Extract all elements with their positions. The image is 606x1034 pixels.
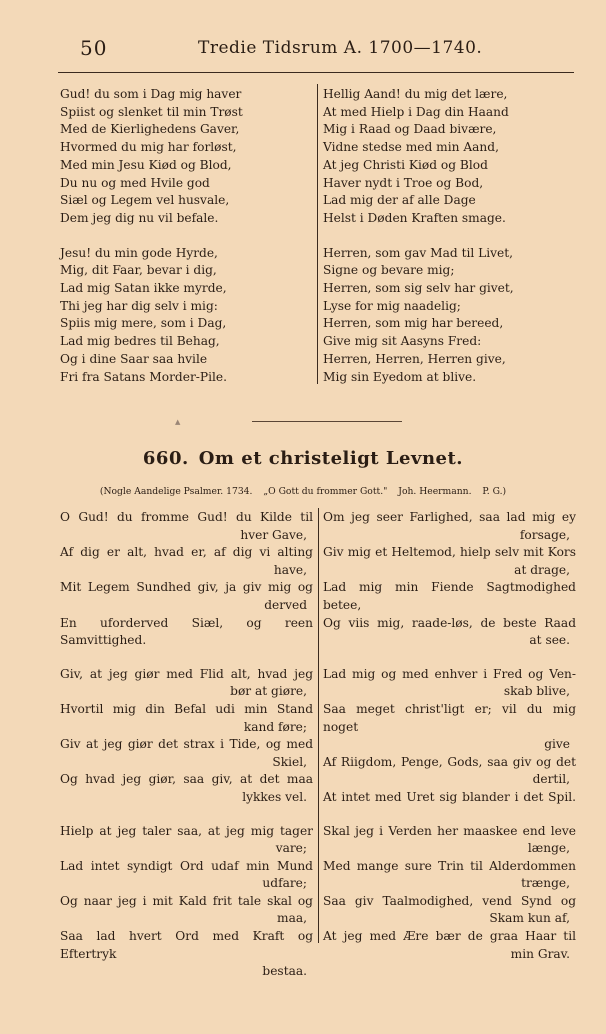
verse-line: Og viis mig, raade-løs, de beste Raad (323, 615, 576, 630)
verse-line: Du nu og med Hvile god (60, 175, 210, 190)
verse-line: Af dig er alt, hvad er, af dig vi alting (60, 545, 313, 560)
verse (323, 666, 576, 807)
verse-line-continuation: have, (273, 562, 307, 577)
stanza (323, 245, 573, 387)
verse-line: Lad intet syndigt Ord udaf min Mund (60, 858, 313, 873)
verse-line: Lad mig og med enhver i Fred og Ven- (323, 666, 576, 681)
hymn-b-left-column (60, 509, 313, 997)
verse-line: Hielp at jeg taler saa, at jeg mig tager (60, 823, 313, 838)
verse-line: Lad mig der af alle Dage (323, 193, 476, 208)
verse-line: Thi jeg har dig selv i mig: (60, 298, 218, 313)
verse (60, 666, 313, 807)
verse-line-continuation: derved (264, 597, 307, 612)
verse-line: Lad mig min Fiende Sagtmodighed betee, (323, 580, 576, 612)
verse (60, 823, 313, 981)
verse-line: O Gud! du fromme Gud! du Kilde til (60, 510, 313, 524)
verse-line: Spiist og slenket til min Trøst (60, 104, 243, 119)
hymn-title (0, 448, 606, 469)
verse-line: Mig, dit Faar, bevar i dig, (60, 263, 217, 278)
verse-line-continuation: udfare; (262, 876, 307, 891)
header-rule (58, 72, 574, 73)
verse-line: Mit Legem Sundhed giv, ja giv mig og (60, 580, 313, 595)
column-divider (317, 84, 318, 384)
verse-line: Giv mig et Heltemod, hielp selv mit Kors (323, 545, 576, 560)
verse-line: Herren, som mig har bereed, (323, 316, 504, 331)
verse-line: Skal jeg i Verden her maaskee end leve (323, 823, 576, 838)
verse-line: At jeg Christi Kiød og Blod (323, 157, 488, 172)
subtitle-author: Joh. Heermann. (398, 486, 472, 497)
verse-line: Vidne stedse med min Aand, (323, 140, 499, 155)
verse-line-continuation: skab blive, (503, 684, 570, 699)
verse-line-continuation: trænge, (521, 876, 570, 891)
subtitle-source: (Nogle Aandelige Psalmer. 1734. (99, 486, 253, 497)
verse-line: At intet med Uret sig blander i det Spil. (323, 789, 576, 804)
verse-line: Og naar jeg i mit Kald frit tale skal og (60, 893, 313, 908)
page-header (80, 36, 560, 66)
verse-line: Af Riigdom, Penge, Gods, saa giv og det (323, 754, 576, 769)
verse-line: Om jeg seer Farlighed, saa lad mig ey (323, 510, 576, 524)
column-divider-2 (318, 508, 319, 943)
verse-line: Helst i Døden Kraften smage. (323, 210, 506, 225)
verse-line: At med Hielp i Dag din Haand (323, 104, 509, 119)
hymn-a-right-column (323, 86, 573, 403)
verse-line: Dem jeg dig nu vil befale. (60, 210, 219, 225)
verse-line: Med mange sure Trin til Alderdommen (323, 858, 576, 873)
verse-line-continuation: Skam kun af, (489, 911, 570, 926)
verse-line: At jeg med Ære bær de graa Haar til (323, 929, 576, 944)
running-title: Tredie Tidsrum A. 1700—1740. (198, 38, 483, 58)
verse-line: Haver nydt i Troe og Bod, (323, 175, 484, 190)
verse-line-continuation: dertil, (532, 772, 570, 787)
verse-line-continuation: vare; (275, 841, 307, 856)
verse-line: Giv at jeg giør det strax i Tide, og med (60, 737, 313, 752)
verse-line: Og hvad jeg giør, saa giv, at det maa (60, 772, 313, 787)
section-divider (252, 421, 402, 422)
verse-line-continuation: Skiel, (272, 754, 307, 769)
hymn-subtitle (0, 486, 606, 497)
stanza (323, 86, 573, 228)
verse-line-continuation: at see. (529, 633, 570, 648)
hymn-a-left-column (60, 86, 310, 403)
hymn-number: 660. (142, 448, 189, 469)
verse-line: Mig i Raad og Daad bivære, (323, 122, 497, 137)
verse-line-continuation: bør at giøre, (230, 684, 307, 699)
verse-line: En uforderved Siæl, og reen Samvittighed. (60, 615, 313, 648)
verse-line: Hvortil mig din Befal udi min Stand (60, 701, 313, 716)
verse-line: Saa lad hvert Ord med Kraft og Eftertryk (60, 929, 313, 961)
verse-line: Lyse for mig naadelig; (323, 298, 461, 313)
page-number: 50 (80, 36, 108, 60)
verse (323, 509, 576, 650)
subtitle-melody: „O Gott du frommer Gott." (263, 486, 388, 497)
verse-line: Spiis mig mere, som i Dag, (60, 316, 227, 331)
verse (323, 823, 576, 964)
verse-line: Hvormed du mig har forløst, (60, 140, 237, 155)
verse-line-continuation: længe, (527, 841, 570, 856)
ornament-dot: ▲ (175, 418, 181, 426)
verse-line: Giv, at jeg giør med Flid alt, hvad jeg (60, 666, 313, 681)
verse (60, 509, 313, 650)
verse-line: Saa giv Taalmodighed, vend Synd og (323, 893, 576, 908)
verse-line: Saa meget christ'ligt er; vil du mig noget (323, 701, 576, 734)
verse-line-continuation: maa, (277, 911, 307, 926)
verse-line-continuation: min Grav. (510, 946, 570, 961)
verse-line: Herren, Herren, Herren give, (323, 351, 506, 366)
verse-line: Jesu! du min gode Hyrde, (60, 245, 218, 260)
verse-line: Herren, som sig selv har givet, (323, 281, 514, 296)
verse-line-continuation: bestaa. (262, 964, 307, 979)
verse-line: Med de Kierlighedens Gaver, (60, 122, 240, 137)
verse-line: Gud! du som i Dag mig haver (60, 87, 242, 101)
verse-line-continuation: at drage, (514, 562, 570, 577)
hymn-b-right-column (323, 509, 576, 979)
verse-line: Hellig Aand! du mig det lære, (323, 87, 508, 101)
verse-line-continuation: lykkes vel. (242, 789, 307, 804)
verse-line: Fri fra Satans Morder-Pile. (60, 369, 227, 384)
verse-line: Og i dine Saar saa hvile (60, 351, 208, 366)
verse-line: Mig sin Eyedom at blive. (323, 369, 477, 384)
verse-line: Lad mig bedres til Behag, (60, 334, 220, 349)
verse-line: Med min Jesu Kiød og Blod, (60, 157, 232, 172)
verse-line: Herren, som gav Mad til Livet, (323, 245, 514, 260)
verse-line-continuation: give (544, 737, 570, 752)
hymn-title-text: Om et christeligt Levnet. (198, 448, 464, 469)
verse-line: Siæl og Legem vel husvale, (60, 193, 230, 208)
subtitle-note: P. G.) (482, 486, 507, 497)
verse-line: Lad mig Satan ikke myrde, (60, 281, 227, 296)
stanza (60, 86, 310, 228)
stanza (60, 245, 310, 387)
verse-line: Signe og bevare mig; (323, 263, 455, 278)
verse-line-continuation: kand føre; (243, 719, 307, 734)
verse-line-continuation: forsage, (519, 527, 570, 542)
verse-line: Give mig sit Aasyns Fred: (323, 334, 482, 349)
verse-line-continuation: hver Gave, (240, 527, 307, 542)
